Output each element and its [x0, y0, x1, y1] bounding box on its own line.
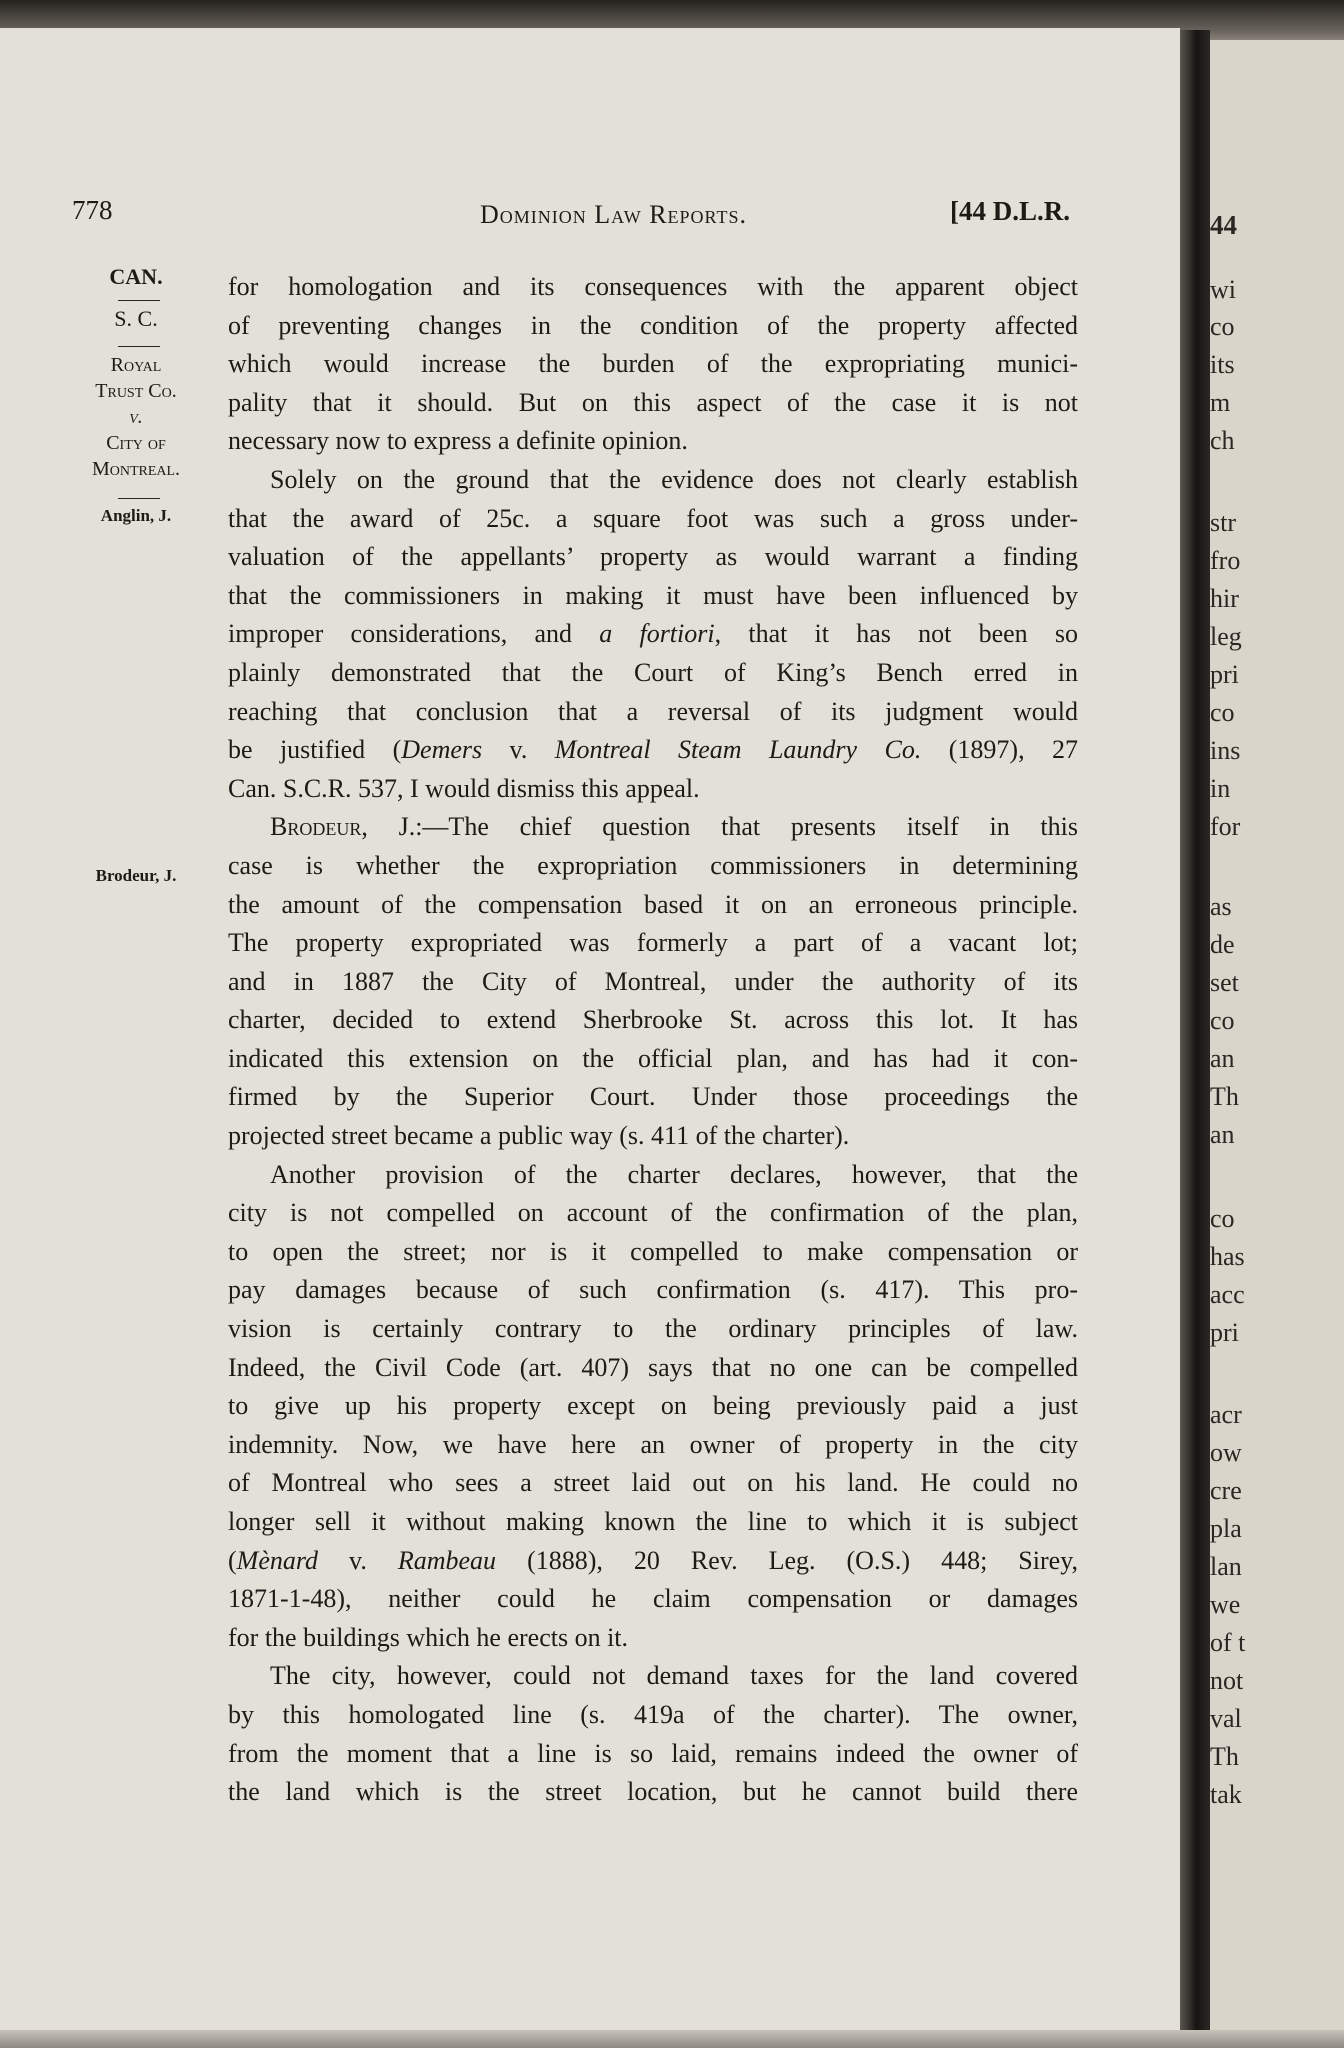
facing-page-line: ow: [1210, 1438, 1242, 1467]
body-line: valuation of the appellants’ property as would warrant a finding: [228, 542, 1078, 572]
case-line: Montreal.: [91, 458, 181, 480]
body-line: projected street became a public way (s. 411 of the charter).: [228, 1121, 850, 1151]
scan-bottom-edge: [0, 2030, 1344, 2048]
facing-page-line: for: [1210, 812, 1241, 841]
body-line: be justified (Demers v. Montreal Steam Laundry Co. (1897), 27: [228, 735, 1078, 765]
facing-page-line: Th: [1210, 1742, 1239, 1771]
body-line: pality that it should. But on this aspect of the case it is not: [228, 387, 1078, 417]
facing-page-line: lan: [1210, 1552, 1242, 1581]
facing-page-line: pri: [1210, 660, 1239, 689]
facing-page-line: Th: [1210, 1082, 1239, 1111]
facing-page-line: fro: [1210, 546, 1241, 575]
margin-judge-brodeur: Brodeur, J.: [95, 866, 177, 885]
facing-page-line: co: [1210, 1204, 1235, 1233]
body-line: charter, decided to extend Sherbrooke St. across this lot. It has: [228, 1005, 1078, 1035]
facing-page-line: co: [1210, 1006, 1235, 1035]
facing-page-line: val: [1210, 1704, 1242, 1733]
margin-rule: [118, 498, 160, 499]
judge-name: Brodeur: [270, 812, 362, 842]
facing-page-line: an: [1210, 1044, 1235, 1073]
facing-page-line: in: [1210, 774, 1231, 803]
body-line: case is whether the expropriation commissioners in determining: [228, 850, 1078, 880]
facing-page-line: tak: [1210, 1780, 1242, 1809]
body-line: reaching that conclusion that a reversal of its judgment would: [228, 696, 1078, 726]
body-line: Brodeur, J.:—The chief question that presents itself in this: [270, 812, 1078, 842]
body-line: Solely on the ground that the evidence does not clearly establish: [270, 464, 1078, 494]
facing-page-line: ch: [1210, 426, 1235, 455]
facing-page-line: set: [1210, 968, 1239, 997]
body-line: from the moment that a line is so laid, remains indeed the owner of: [228, 1738, 1078, 1768]
body-line: Can. S.C.R. 537, I would dismiss this appeal.: [228, 773, 700, 803]
case-versus: v.: [129, 406, 143, 428]
page-number: 778: [72, 195, 113, 225]
body-line: by this homologated line (s. 419a of the charter). The owner,: [228, 1699, 1078, 1729]
facing-page-line: hir: [1210, 584, 1239, 613]
body-line: longer sell it without making known the line to which it is subject: [228, 1507, 1078, 1536]
body-line: vision is certainly contrary to the ordinary principles of law.: [228, 1314, 1078, 1344]
body-line: for homologation and its consequences with the apparent object: [228, 272, 1078, 301]
case-citation: Rambeau: [397, 1545, 497, 1575]
running-title: Dominion Law Reports.: [480, 200, 747, 229]
case-citation: Mènard: [236, 1545, 319, 1575]
facing-page-line: as: [1210, 892, 1232, 921]
facing-page-line: acc: [1210, 1280, 1245, 1309]
latin-phrase: a fortiori: [599, 619, 715, 649]
body-line: which would increase the burden of the expropriating munici-: [228, 349, 1078, 379]
volume-citation: [44 D.L.R.: [950, 196, 1070, 226]
facing-page-line: wi: [1210, 275, 1236, 304]
case-citation: Montreal Steam Laundry Co.: [554, 735, 922, 765]
facing-page-line: m: [1210, 388, 1231, 417]
body-line: (Mènard v. Rambeau (1888), 20 Rev. Leg. (O.S.) 448; Sirey,: [228, 1545, 1079, 1575]
facing-page-line: de: [1210, 930, 1235, 959]
body-line: plainly demonstrated that the Court of King’s Bench erred in: [228, 657, 1078, 687]
body-line: necessary now to express a definite opinion.: [228, 426, 688, 456]
body-line: The property expropriated was formerly a part of a vacant lot;: [228, 928, 1078, 958]
body-line: indemnity. Now, we have here an owner of property in the city: [228, 1429, 1078, 1459]
body-line: firmed by the Superior Court. Under those proceedings the: [228, 1082, 1078, 1112]
body-line: 1871-1-48), neither could he claim compensation or damages: [228, 1584, 1078, 1614]
facing-page-line: str: [1210, 508, 1236, 537]
body-line: of preventing changes in the condition of the property affected: [228, 310, 1078, 340]
body-line: that the award of 25c. a square foot was such a gross under-: [228, 503, 1078, 533]
facing-page-line: cre: [1210, 1476, 1242, 1505]
facing-page-line: co: [1210, 312, 1235, 341]
facing-page-line: we: [1210, 1590, 1241, 1619]
facing-page-line: pri: [1210, 1318, 1239, 1347]
judgment-text: [228, 268, 1078, 1812]
facing-page-line: not: [1210, 1666, 1244, 1695]
body-line: to open the street; nor is it compelled to make compensation or: [228, 1236, 1078, 1266]
facing-page-line: leg: [1210, 622, 1242, 651]
body-line: indicated this extension on the official plan, and has had it con-: [228, 1043, 1078, 1073]
body-line: the land which is the street location, but he cannot build there: [228, 1777, 1078, 1807]
margin-rule: [118, 346, 160, 347]
margin-case-name: [72, 352, 200, 482]
margin-court: CAN.: [109, 264, 163, 289]
book-gutter: [1180, 30, 1210, 2048]
body-line: of Montreal who sees a street laid out on his land. He could no: [228, 1468, 1078, 1498]
facing-page-line: co: [1210, 698, 1235, 727]
body-line: for the buildings which he erects on it.: [228, 1622, 629, 1652]
margin-rule: [118, 300, 160, 301]
facing-page-line: acr: [1210, 1400, 1242, 1429]
body-line: Indeed, the Civil Code (art. 407) says that no one can be compelled: [228, 1352, 1078, 1382]
facing-page-line: its: [1210, 350, 1235, 379]
margin-judge-anglin: Anglin, J.: [100, 506, 172, 525]
facing-page: [1210, 40, 1344, 2048]
body-line: to give up his property except on being previously paid a just: [228, 1391, 1078, 1421]
body-line: that the commissioners in making it must have been influenced by: [228, 580, 1078, 610]
body-line: Another provision of the charter declares, however, that the: [270, 1159, 1078, 1189]
body-line: pay damages because of such confirmation (s. 417). This pro-: [228, 1275, 1078, 1305]
case-line: Royal: [110, 354, 162, 376]
margin-court-level: S. C.: [114, 306, 158, 331]
body-line: The city, however, could not demand taxes for the land covered: [270, 1661, 1078, 1691]
facing-page-line: of t: [1210, 1628, 1246, 1657]
body-line: and in 1887 the City of Montreal, under the authority of its: [228, 966, 1078, 996]
case-line: Trust Co.: [95, 380, 177, 402]
case-citation: Demers: [401, 735, 483, 765]
facing-page-line: an: [1210, 1120, 1235, 1149]
case-line: City of: [106, 432, 166, 454]
body-line: improper considerations, and a fortiori, that it has not been so: [228, 619, 1079, 649]
facing-page-line: has: [1210, 1242, 1245, 1271]
facing-page-header: 44: [1210, 210, 1237, 240]
facing-page-line: ins: [1210, 736, 1241, 765]
body-line: the amount of the compensation based it on an erroneous principle.: [228, 889, 1078, 919]
facing-page-line: pla: [1210, 1514, 1242, 1543]
body-line: city is not compelled on account of the confirmation of the plan,: [228, 1198, 1078, 1228]
